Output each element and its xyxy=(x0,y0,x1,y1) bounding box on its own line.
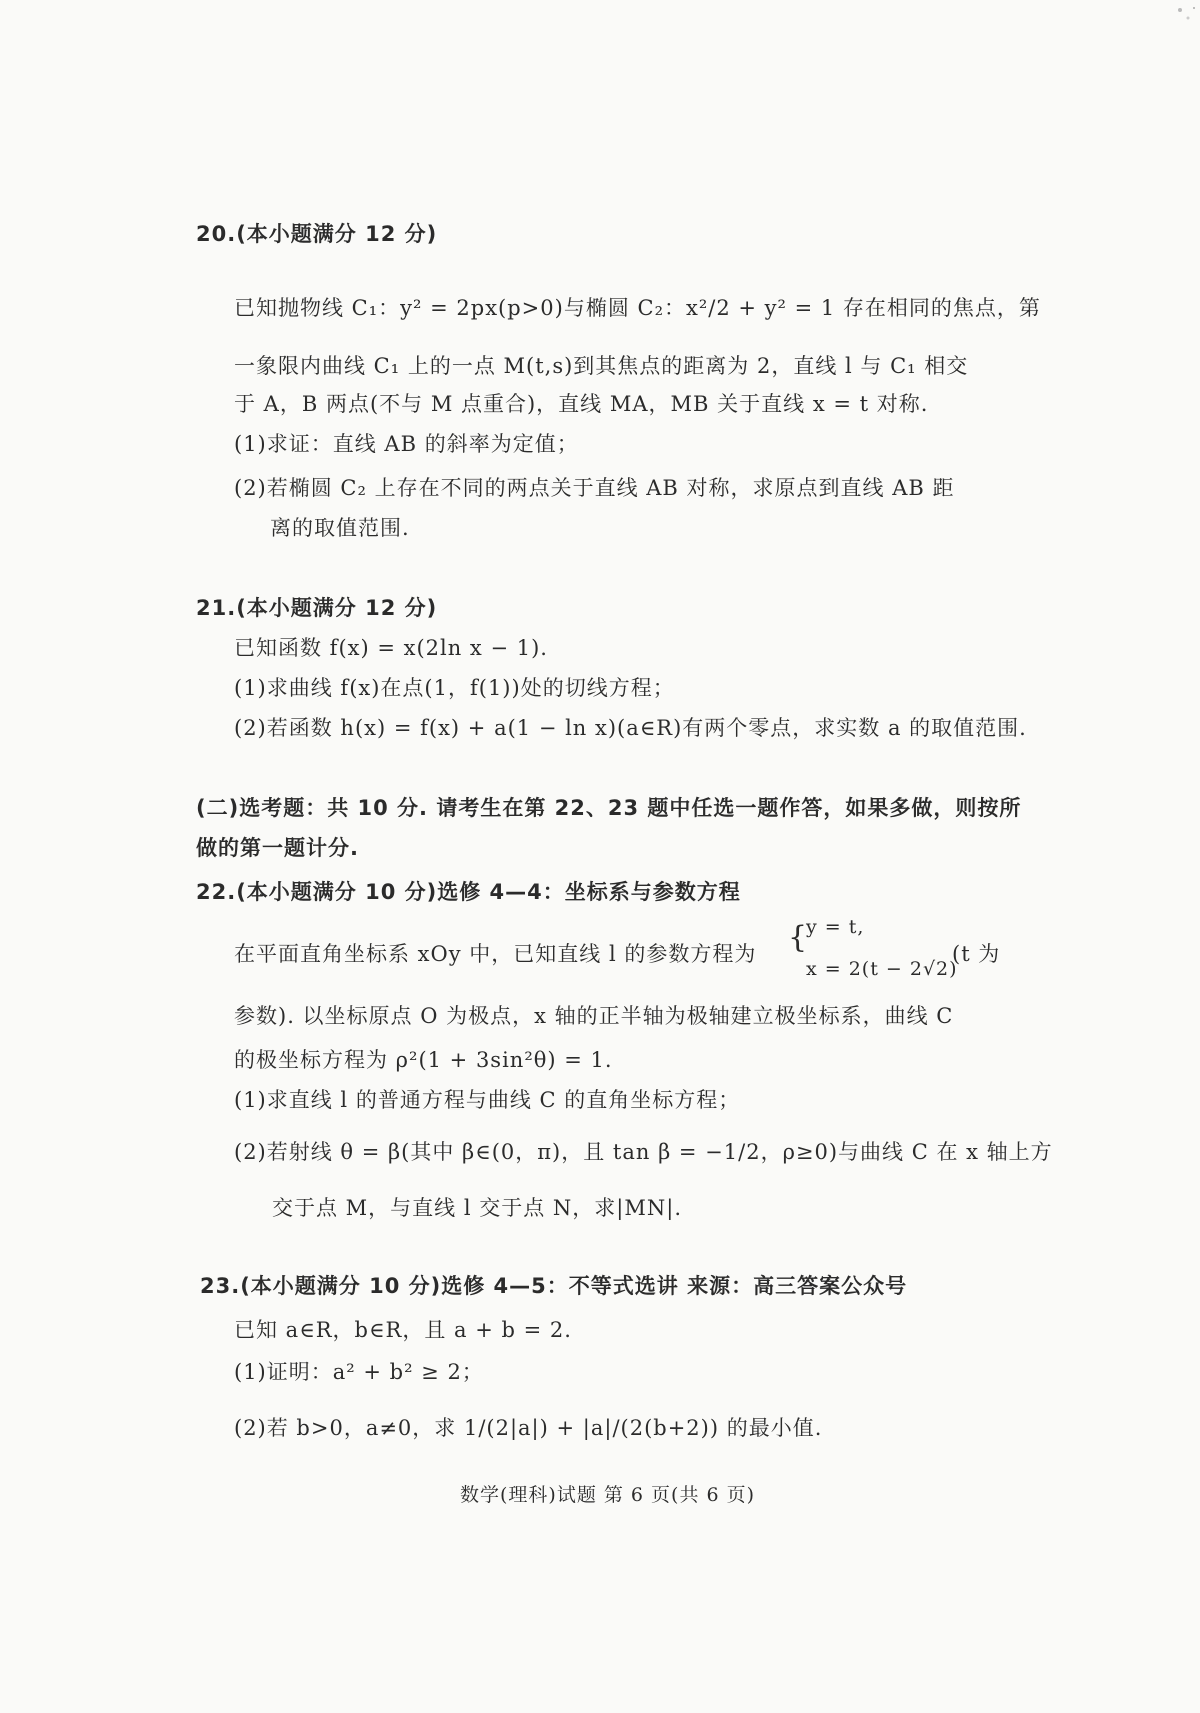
section2-line2: 做的第一题计分. xyxy=(196,836,359,860)
q22-line1b: (t 为 xyxy=(952,942,1001,966)
page-footer: 数学(理科)试题 第 6 页(共 6 页) xyxy=(460,1484,756,1506)
q23-part1: (1)证明：a² + b² ≥ 2； xyxy=(234,1360,484,1384)
q22-sys1: y = t, xyxy=(806,916,865,938)
q22-part1: (1)求直线 l 的普通方程与曲线 C 的直角坐标方程； xyxy=(234,1088,741,1112)
q22-part2a: (2)若射线 θ = β(其中 β∈(0，π)，且 tan β = −1/2，ρ≥0)与曲线 C 在 x 轴上方 xyxy=(234,1140,1053,1164)
q21-part1: (1)求曲线 f(x)在点(1，f(1))处的切线方程； xyxy=(234,676,675,700)
q23-part2: (2)若 b>0，a≠0，求 1/(2|a|) + |a|/(2(b+2)) 的最小值. xyxy=(234,1416,823,1440)
q22-part2b: 交于点 M，与直线 l 交于点 N，求|MN|. xyxy=(272,1196,682,1220)
q21-line1: 已知函数 f(x) = x(2ln x − 1). xyxy=(234,636,548,660)
q20-title: 20.(本小题满分 12 分) xyxy=(196,222,438,246)
q22-brace: { xyxy=(788,920,808,955)
scan-noise-mark xyxy=(1120,0,1200,40)
q22-title: 22.(本小题满分 10 分)选修 4—4：坐标系与参数方程 xyxy=(196,880,741,904)
q22-line2: 参数). 以坐标原点 O 为极点，x 轴的正半轴为极轴建立极坐标系，曲线 C xyxy=(234,1004,954,1028)
q20-line3: 于 A，B 两点(不与 M 点重合)，直线 MA，MB 关于直线 x = t 对称. xyxy=(234,392,929,416)
q20-line1: 已知抛物线 C₁：y² = 2px(p>0)与椭圆 C₂：x²/2 + y² = 1 存在相同的焦点，第 xyxy=(234,296,1041,320)
q20-line2: 一象限内曲线 C₁ 上的一点 M(t,s)到其焦点的距离为 2，直线 l 与 C₁ 相交 xyxy=(234,354,969,378)
section2-line1: (二)选考题：共 10 分. 请考生在第 22、23 题中任选一题作答，如果多做，则按所 xyxy=(196,796,1022,820)
q21-title: 21.(本小题满分 12 分) xyxy=(196,596,438,620)
q23-line1: 已知 a∈R，b∈R，且 a + b = 2. xyxy=(234,1318,572,1342)
q22-line3: 的极坐标方程为 ρ²(1 + 3sin²θ) = 1. xyxy=(234,1048,613,1072)
q21-part2: (2)若函数 h(x) = f(x) + a(1 − ln x)(a∈R)有两个零点，求实数 a 的取值范围. xyxy=(234,716,1027,740)
q23-title: 23.(本小题满分 10 分)选修 4—5：不等式选讲 来源：高三答案公众号 xyxy=(200,1274,908,1298)
q20-part1: (1)求证：直线 AB 的斜率为定值； xyxy=(234,432,579,456)
q20-part2a: (2)若椭圆 C₂ 上存在不同的两点关于直线 AB 对称，求原点到直线 AB 距 xyxy=(234,476,955,500)
q22-line1a: 在平面直角坐标系 xOy 中，已知直线 l 的参数方程为 xyxy=(234,942,757,966)
q20-part2b: 离的取值范围. xyxy=(270,516,410,540)
q22-sys2: x = 2(t − 2√2) xyxy=(806,958,958,980)
